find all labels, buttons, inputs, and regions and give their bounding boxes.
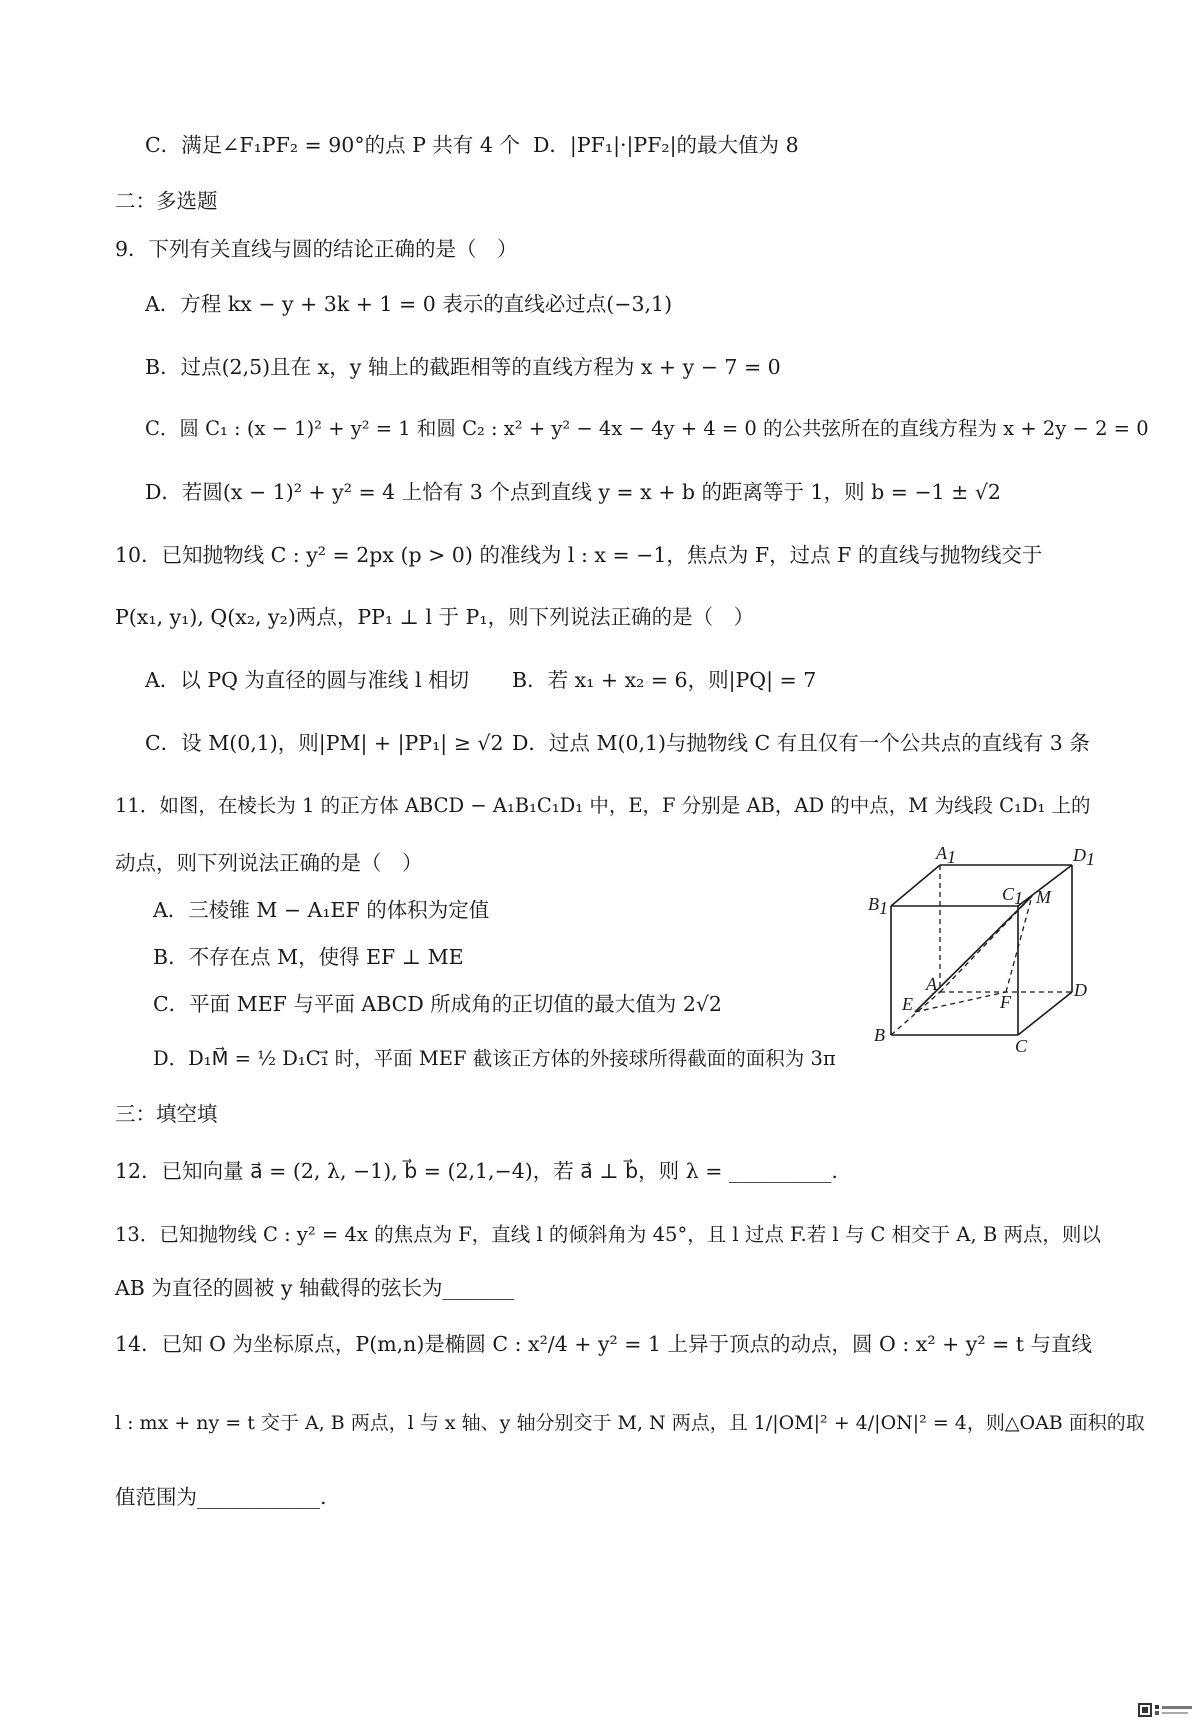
q10-option-d: D．过点 M(0,1)与抛物线 C 有且仅有一个公共点的直线有 3 条 — [512, 731, 1090, 755]
q10-option-c: C．设 M(0,1)，则|PM| + |PP₁| ≥ √2 — [145, 731, 504, 755]
label-e: E — [902, 994, 913, 1014]
q10-option-b: B．若 x₁ + x₂ = 6，则|PQ| = 7 — [512, 668, 817, 692]
q8-option-d: D．|PF₁|·|PF₂|的最大值为 8 — [533, 133, 799, 157]
q11-option-b: B．不存在点 M，使得 EF ⊥ ME — [153, 945, 464, 969]
qr-code-icon — [1138, 1703, 1194, 1717]
q11-option-c: C．平面 MEF 与平面 ABCD 所成角的正切值的最大值为 2√2 — [153, 992, 722, 1016]
label-m: M — [1036, 887, 1051, 907]
section-3-heading: 三：填空填 — [115, 1102, 218, 1126]
q10-option-a: A．以 PQ 为直径的圆与准线 l 相切 — [145, 668, 470, 692]
label-d: D — [1074, 980, 1087, 1000]
q9-option-a: A．方程 kx − y + 3k + 1 = 0 表示的直线必过点(−3,1) — [145, 292, 673, 316]
segment-fm-hidden — [1006, 896, 1032, 992]
label-a1: A1 — [936, 843, 956, 867]
q11-option-a: A．三棱锥 M − A₁EF 的体积为定值 — [153, 898, 490, 922]
q11-option-d: D．D₁M⃗ = ½ D₁C₁⃗ 时，平面 MEF 截该正方体的外接球所得截面的面积为 3π — [153, 1047, 836, 1070]
q9-option-b: B．过点(2,5)且在 x，y 轴上的截距相等的直线方程为 x + y − 7 = 0 — [145, 355, 781, 379]
q13-stem-cont: AB 为直径的圆被 y 轴截得的弦长为_______ — [115, 1276, 515, 1300]
q9-option-c: C．圆 C₁ : (x − 1)² + y² = 1 和圆 C₂ : x² + y² − 4x − 4y + 4 = 0 的公共弦所在的直线方程为 x + 2y − 2 = 0 — [145, 417, 1149, 440]
q12-stem: 12．已知向量 a⃗ = (2, λ, −1), b⃗ = (2,1,−4)，若 a⃗ ⊥ b⃗，则 λ = __________. — [115, 1159, 838, 1183]
label-d1: D1 — [1073, 845, 1095, 869]
q14-stem-end: 值范围为____________. — [115, 1485, 327, 1509]
q9-option-d: D．若圆(x − 1)² + y² = 4 上恰有 3 个点到直线 y = x + b 的距离等于 1，则 b = −1 ± √2 — [145, 480, 1001, 504]
label-c: C — [1015, 1036, 1028, 1056]
label-b1: B1 — [868, 894, 888, 918]
q11-stem: 11．如图，在棱长为 1 的正方体 ABCD − A₁B₁C₁D₁ 中，E，F 分别是 AB，AD 的中点，M 为线段 C₁D₁ 上的 — [115, 794, 1091, 817]
edge-b1a1 — [891, 865, 940, 906]
section-2-heading: 二：多选题 — [115, 189, 218, 213]
edge-cd — [1018, 992, 1072, 1035]
label-c1: C1 — [1002, 884, 1024, 908]
q9-stem: 9．下列有关直线与圆的结论正确的是（ ） — [115, 237, 518, 261]
q8-option-c: C．满足∠F₁PF₂ = 90°的点 P 共有 4 个 — [145, 133, 520, 157]
q13-stem: 13．已知抛物线 C : y² = 4x 的焦点为 F，直线 l 的倾斜角为 45°，且 l 过点 F.若 l 与 C 相交于 A, B 两点，则以 — [115, 1223, 1101, 1246]
label-b: B — [874, 1025, 885, 1045]
q14-stem: 14．已知 O 为坐标原点，P(m,n)是椭圆 C : x²/4 + y² = 1 上异于顶点的动点，圆 O : x² + y² = t 与直线 — [115, 1332, 1093, 1356]
q14-stem-cont: l : mx + ny = t 交于 A, B 两点，l 与 x 轴、y 轴分别交于 M, N 两点，且 1/|OM|² + 4/|ON|² = 4，则△OAB 面积的取 — [115, 1412, 1145, 1434]
edge-ba-hidden — [891, 992, 940, 1035]
q11-stem-cont: 动点，则下列说法正确的是（ ） — [115, 851, 423, 875]
segment-ef-hidden — [915, 992, 1006, 1012]
label-f: F — [1000, 992, 1011, 1012]
q10-stem: 10．已知抛物线 C : y² = 2px (p > 0) 的准线为 l : x = −1，焦点为 F，过点 F 的直线与抛物线交于 — [115, 543, 1043, 567]
label-a: A — [926, 974, 937, 994]
cube-figure — [860, 838, 1110, 1058]
q10-stem-cont: P(x₁, y₁), Q(x₂, y₂)两点，PP₁ ⊥ l 于 P₁，则下列说法正确的是（ ） — [115, 605, 755, 629]
